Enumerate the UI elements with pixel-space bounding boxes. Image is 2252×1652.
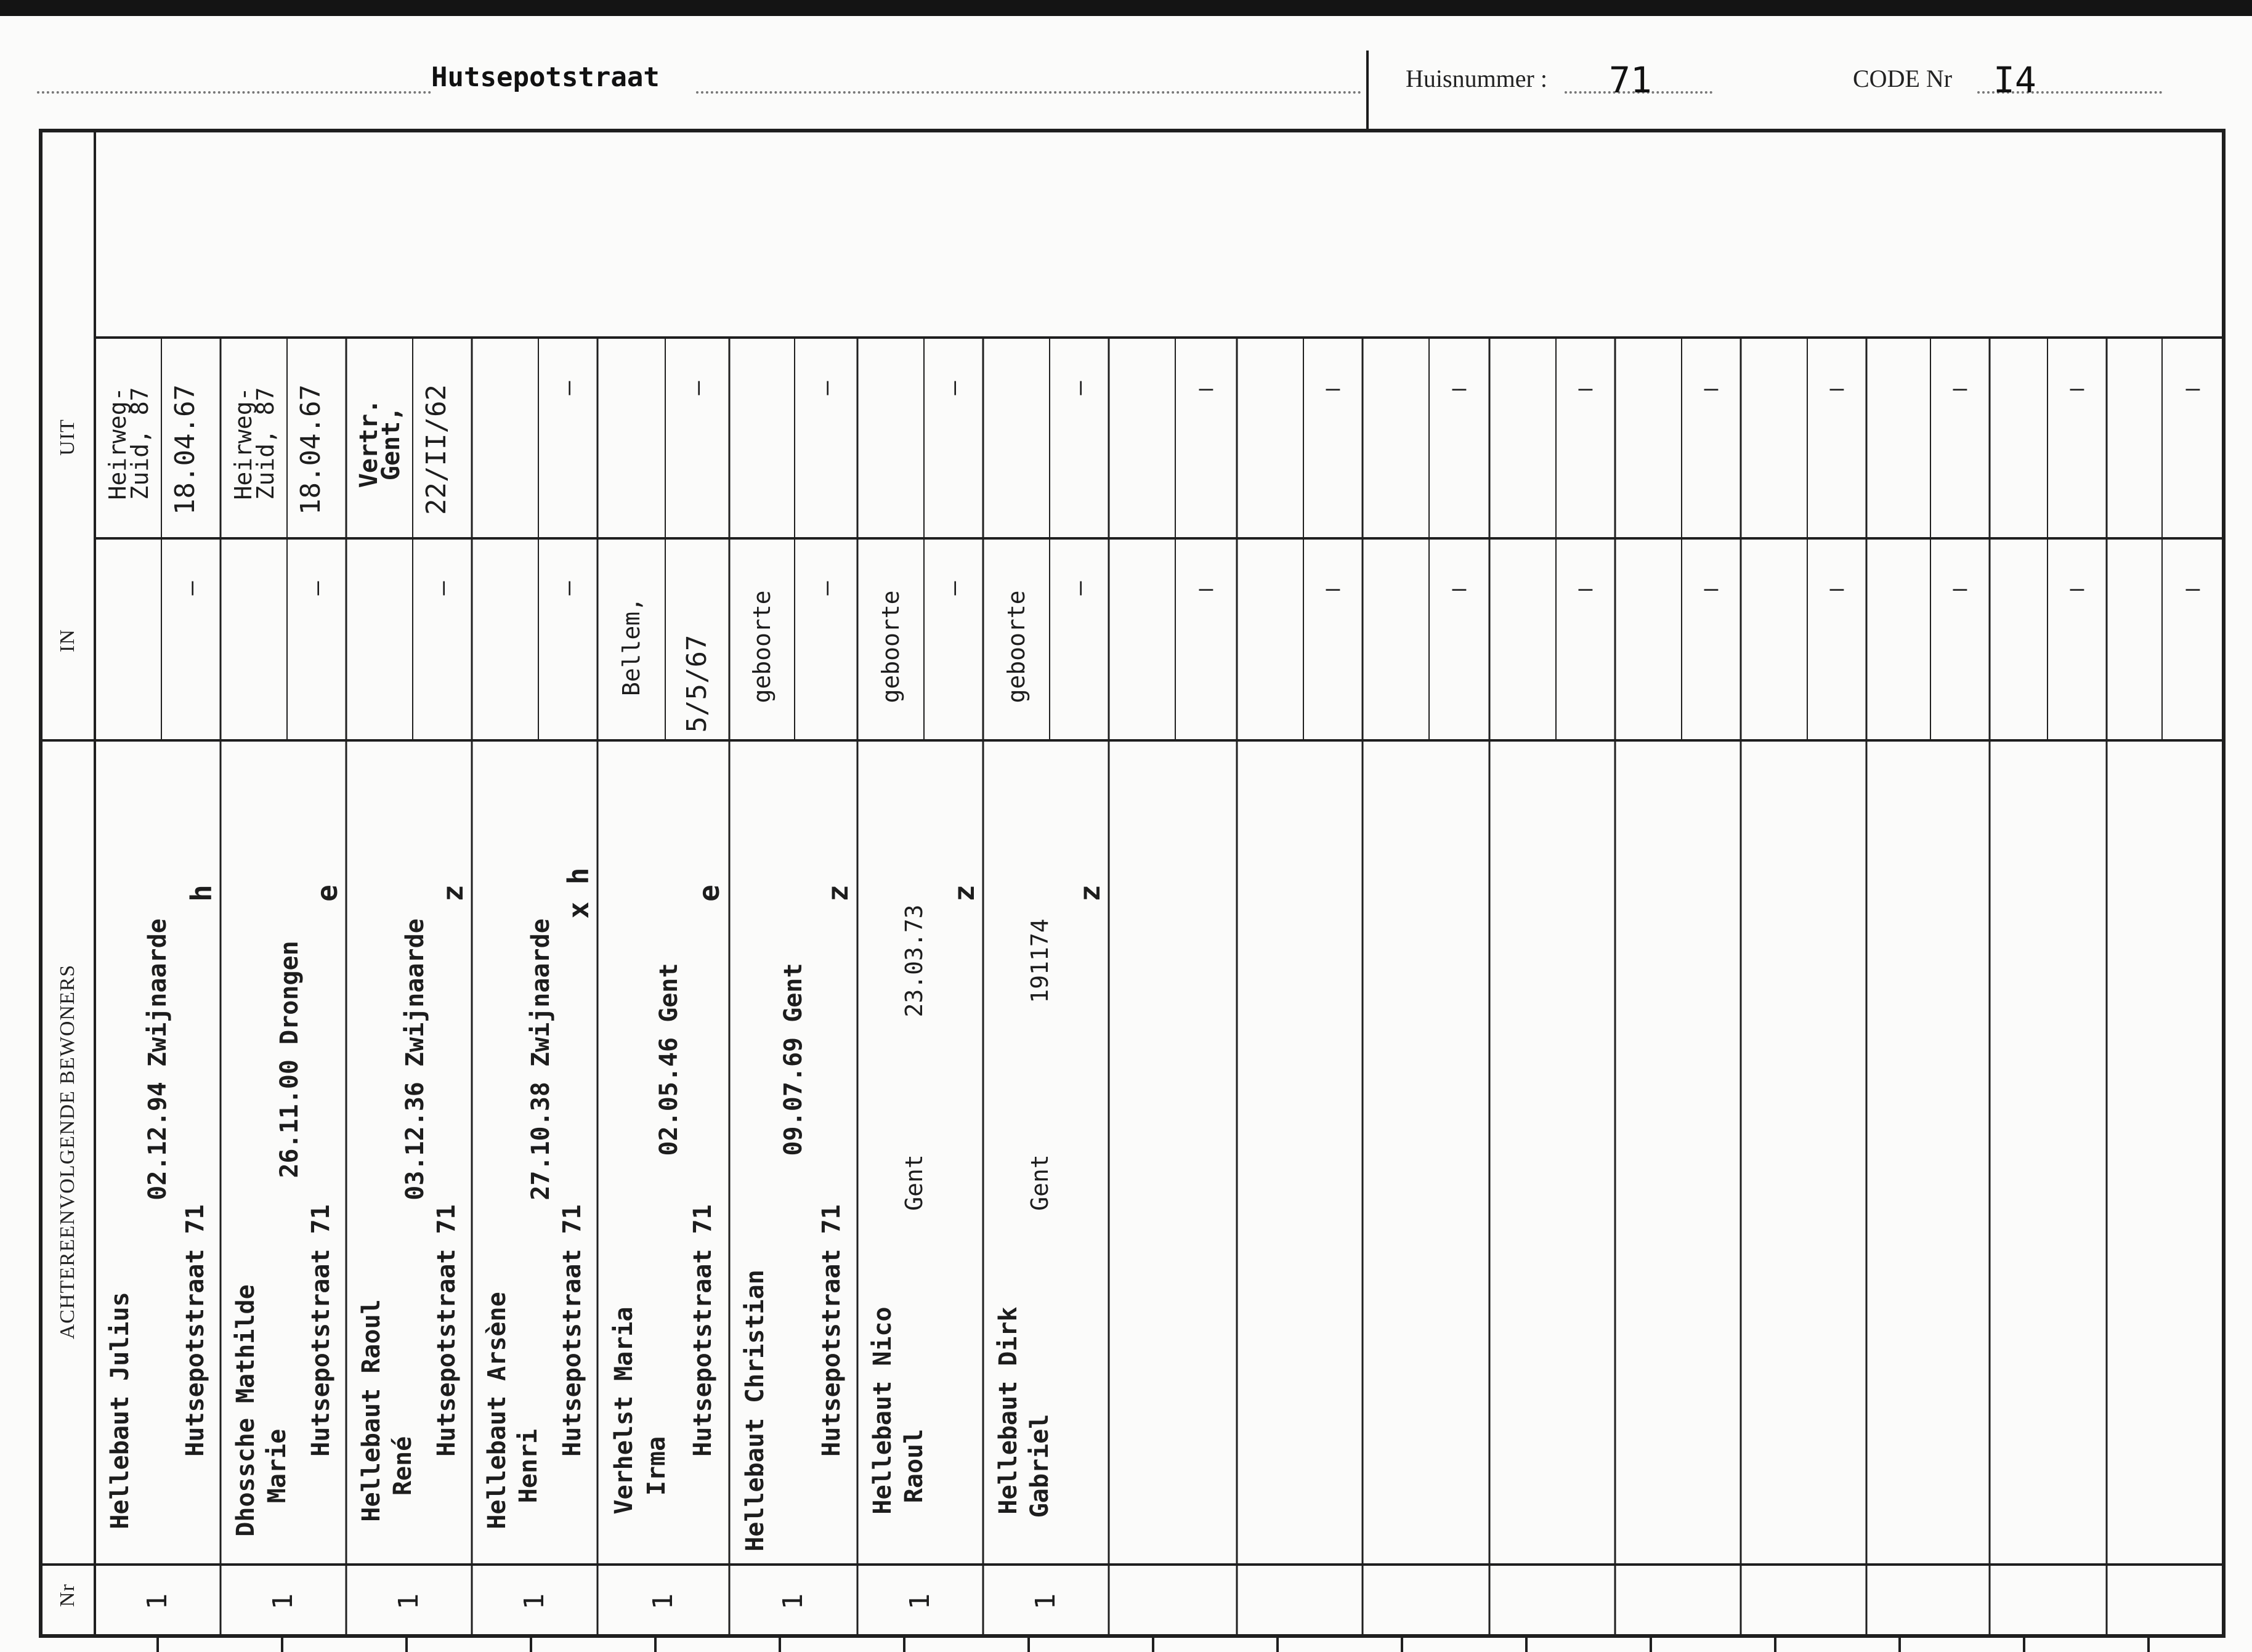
resident-address: Hutsepotstraat 71 [558, 1204, 587, 1457]
resident-address: Hutsepotstraat 71 [307, 1204, 336, 1457]
in-date: — [940, 581, 967, 596]
resident-mark: e [692, 885, 726, 902]
street-name: Hutsepotstraat [431, 62, 660, 93]
uit-place-line2: Zuid, 87 [126, 387, 154, 500]
resident-name: Dhossche Mathilde [231, 1284, 260, 1537]
in-date: 5/5/67 [681, 634, 713, 733]
uit-place-line1: Heirweg- [103, 387, 131, 500]
resident-birth: 03.12.36 Zwijnaarde [400, 918, 429, 1201]
resident-name-second: René [388, 1436, 417, 1496]
column-label-bewoners: ACHTEREENVOLGENDE BEWONERS [56, 964, 79, 1340]
resident-address: Hutsepotstraat 71 [817, 1204, 846, 1457]
empty-dash: — [1704, 575, 1719, 602]
resident-birth-date: 23.03.73 [900, 904, 928, 1018]
resident-name: Hellebaut Christian [740, 1269, 769, 1552]
resident-birth: 09.07.69 Gent [779, 963, 808, 1156]
resident-name: Hellebaut Julius [105, 1292, 134, 1529]
uit-place-line2: Zuid, 87 [252, 387, 280, 500]
empty-dash: — [1953, 375, 1967, 402]
empty-dash: — [2070, 375, 2084, 402]
empty-dash: — [1326, 575, 1340, 602]
in-place: Bellem, [618, 597, 645, 697]
resident-birth-place: Gent [900, 1154, 928, 1211]
huisnummer-label: Huisnummer : [1406, 65, 1547, 92]
resident-nr: 1 [142, 1593, 173, 1610]
resident-birth-place: Gent [1026, 1154, 1053, 1211]
resident-birth: 26.11.00 Drongen [275, 941, 304, 1178]
in-date: — [303, 581, 330, 596]
resident-name: Hellebaut Dirk [994, 1306, 1023, 1515]
huisnummer-value: 71 [1609, 59, 1652, 101]
resident-birth: 02.12.94 Zwijnaarde [143, 918, 172, 1201]
resident-nr: 1 [1030, 1593, 1061, 1610]
resident-nr: 1 [904, 1593, 936, 1610]
empty-dash: — [1326, 375, 1340, 402]
empty-dash: — [1578, 575, 1593, 602]
resident-birth: 02.05.46 Gent [655, 963, 684, 1156]
in-place: geboorte [877, 590, 904, 703]
uit-place-line1: Heirweg- [229, 387, 257, 500]
uit-date: 22/II/62 [420, 384, 452, 515]
empty-dash: — [2070, 575, 2084, 602]
resident-mark: z [821, 885, 855, 902]
resident-birth-date: 191174 [1026, 918, 1053, 1003]
resident-mark: z [436, 885, 470, 902]
uit-place-line2: Gent, [377, 406, 406, 481]
resident-address: Hutsepotstraat 71 [181, 1204, 210, 1457]
in-place: geboorte [1003, 590, 1030, 703]
in-date: — [812, 581, 840, 596]
empty-dash: — [1829, 375, 1844, 402]
in-place: geboorte [748, 590, 776, 703]
empty-dash: — [1452, 375, 1467, 402]
empty-dash: — [1578, 375, 1593, 402]
empty-dash: — [2185, 375, 2200, 402]
uit-date: — [684, 381, 711, 395]
resident-mark: x h [562, 867, 596, 919]
in-date: — [1066, 581, 1093, 596]
empty-dash: — [1829, 575, 1844, 602]
resident-name-second: Henri [514, 1428, 543, 1504]
resident-nr: 1 [777, 1593, 809, 1610]
resident-mark: h [185, 885, 219, 902]
column-label-nr: Nr [56, 1584, 79, 1607]
empty-dash: — [2185, 575, 2200, 602]
resident-nr: 1 [647, 1593, 679, 1610]
resident-address: Hutsepotstraat 71 [689, 1204, 718, 1457]
uit-date: 18.04.67 [294, 384, 326, 515]
in-date: — [177, 581, 205, 596]
empty-dash: — [1953, 575, 1967, 602]
resident-nr: 1 [519, 1593, 550, 1610]
resident-name-second: Gabriel [1025, 1414, 1054, 1518]
code-label: CODE Nr [1853, 65, 1953, 92]
uit-date: — [1066, 381, 1093, 395]
resident-nr: 1 [267, 1593, 299, 1610]
resident-mark: z [1073, 885, 1107, 902]
empty-dash: — [1452, 575, 1467, 602]
empty-dash: — [1199, 375, 1213, 402]
resident-name: Hellebaut Nico [868, 1306, 897, 1515]
resident-name-second: Raoul [899, 1428, 928, 1504]
uit-date: 18.04.67 [169, 384, 201, 515]
resident-nr: 1 [393, 1593, 424, 1610]
uit-place-line1: Vertr. [354, 399, 383, 488]
resident-birth: 27.10.38 Zwijnaarde [526, 918, 555, 1201]
empty-dash: — [1704, 375, 1719, 402]
resident-name-second: Irma [642, 1436, 671, 1496]
in-date: — [429, 581, 456, 596]
resident-address: Hutsepotstraat 71 [432, 1204, 461, 1457]
resident-name: Hellebaut Arsène [482, 1292, 511, 1529]
resident-name-second: Marie [262, 1428, 291, 1504]
resident-mark: e [310, 885, 344, 902]
resident-name: Verhelst Maria [609, 1306, 638, 1515]
in-date: — [554, 581, 581, 596]
uit-date: — [812, 381, 840, 395]
resident-mark: z [947, 885, 981, 902]
resident-name: Hellebaut Raoul [357, 1299, 386, 1522]
uit-date: — [554, 381, 581, 395]
empty-dash: — [1199, 575, 1213, 602]
uit-date: — [940, 381, 967, 395]
column-label-in: IN [56, 629, 79, 652]
code-value: I4 [1993, 59, 2036, 101]
column-label-uit: UIT [56, 419, 79, 456]
